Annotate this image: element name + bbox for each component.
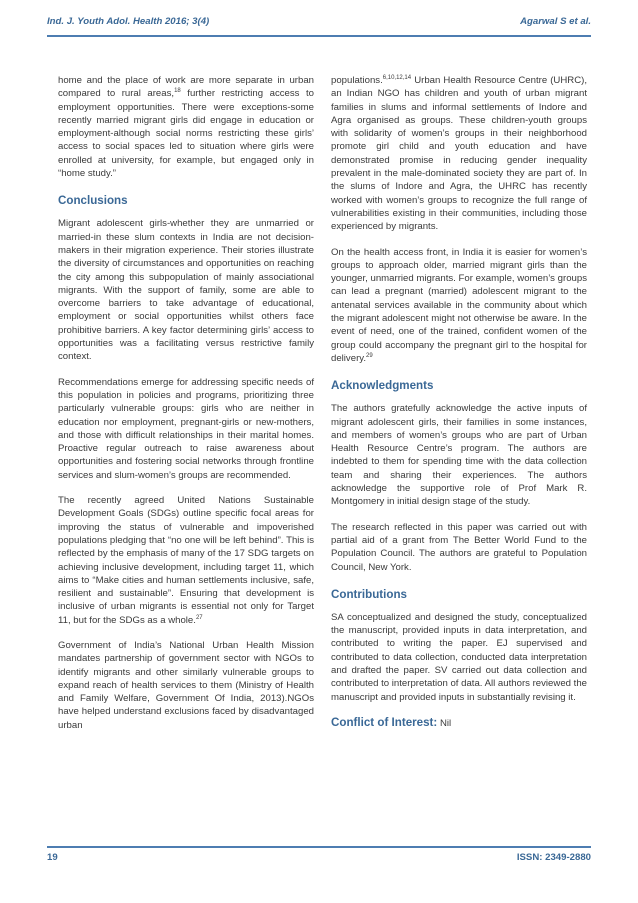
- page-number: 19: [47, 852, 58, 863]
- text-run: On the health access front, in India it is easier for women’s groups to approach older, married migrant girls than the younger, unmarried migrants. For example, women’s groups can lead a pregnant (married) adolescent migrant to the antenatal services available in the community about which the migrant adolescent might not otherwise be aware. In the event of need, one of the trained, confident women of the group could accompany the pregnant girl to the hospital for delivery.: [331, 246, 587, 364]
- conclusions-heading: Conclusions: [58, 194, 128, 208]
- right-paragraph-1: [331, 74, 587, 234]
- coi-value: Nil: [437, 717, 452, 729]
- citation-ref: 29: [366, 352, 373, 359]
- text-run: The recently agreed United Nations Sustainable Development Goals (SDGs) outline specific focal areas for improving the status of vulnerable and impoverished populations pledging that “no one will be left behind”. This is reflected by the emphasis of many of the 17 SDG targets on achieving inclusive development, including target 11, which aims to “Make cities and human settlements inclusive, safe, resilient and sustainable”. Ensuring that development is inclusive of urban migrants is essential not only for Target 11, but for the SDGs as a whole.: [58, 495, 314, 626]
- coi-label: Conflict of Interest:: [331, 715, 438, 729]
- acknowledgments-heading: Acknowledgments: [331, 379, 434, 393]
- text-run: home and the place of work are more separate in urban compared to rural areas,: [58, 75, 314, 100]
- right-paragraph-3: The authors gratefully acknowledge the active inputs of migrant adolescent girls, their families in some instances, and members of women’s groups who are part of Urban Health Resource Centre’s program. The authors are indebted to them for spending time with the data collection team and sharing their experiences. The authors acknowledge the supportive role of Prof Mark R. Montgomery in initial design stage of the study.: [331, 403, 587, 508]
- text-run: further restricting access to employment opportunities. There were exceptions-some recently married migrant girls did engage in education or employment-although social norms restricting these girls’ access to social spaces led to situation where girls were enrolled at university, for example, but engaged only in “home study.”: [58, 88, 315, 180]
- text-run: Urban Health Resource Centre (UHRC), an Indian NGO has children and youth of urban migrant families in slums and informal settlements of Indore and Agra organised as groups. These children-youth groups with solidarity of women’s groups in their neighborhood promote girl child and youth education and have demonstrated promise in reducing gender inequality prevalent in the male-dominated society they are part of. In the slums of Indore and Agra, the UHRC has recently worked with women’s groups to recognize the full range of vulnerabilities existing in their communities, including those experienced by migrants.: [331, 75, 587, 233]
- contributions-heading: Contributions: [331, 587, 407, 601]
- left-column: [58, 74, 314, 732]
- citation-ref: 6,10,12,14: [382, 75, 412, 81]
- author-short: Agarwal S et al.: [520, 16, 591, 27]
- header-rule: [47, 35, 591, 37]
- left-paragraph-3: Recommendations emerge for addressing specific needs of this population in policies and programs, prioritizing three particularly vulnerable groups: girls who are neither in education nor employment, pregnant-girls or new-mothers, and those with difficult relationships in their marital homes. Proactive regular outreach to raise awareness about opportunities and fostering social networks through frontline services and slum-women’s groups are recommended.: [58, 376, 314, 481]
- right-paragraph-5: SA conceptualized and designed the study, conceptualized the manuscript, provided inputs in data interpretation, and contributed to writing the paper. EJ supervised and contributed to data collection, conducted data interpretation and drafted the paper. SV carried out data collection and contributed to interpretation of data. All authors reviewed the manuscript and provided inputs in substantially revising it.: [331, 611, 587, 703]
- left-paragraph-5: Government of India’s National Urban Health Mission mandates partnership of government sector with NGOs to identify migrants and other similarly vulnerable groups to expand reach of health services to them (Ministry of Health and Family Welfare, Government Of India, 2013).NGOs have helped understand exclusions faced by disadvantaged urban: [58, 639, 314, 731]
- conflict-of-interest: [331, 716, 587, 730]
- running-header: [47, 16, 591, 27]
- text-run: populations.: [331, 75, 383, 86]
- left-paragraph-2: Migrant adolescent girls-whether they are unmarried or married-in these slum contexts in India are not decision-makers in their migration experience. Their stories illustrate the diversity of circumstances and opportunities on reaching the city among this subpopulation of mainly associational migrants. With the support of family, some are able to overcome barriers to take advantage of educational, employment or social opportunities whilst others face prohibitive barriers. A key factor determining girls’ access to opportunities was a facilitating versus restrictive family context.: [58, 218, 314, 363]
- right-paragraph-2: [331, 246, 587, 366]
- footer-rule: [47, 846, 591, 848]
- issn: ISSN: 2349-2880: [516, 852, 591, 863]
- journal-citation: Ind. J. Youth Adol. Health 2016; 3(4): [47, 16, 210, 27]
- right-paragraph-4: The research reflected in this paper was carried out with partial aid of a grant from The Better World Fund to the Population Council. The authors are grateful to Population Council, New York.: [331, 521, 587, 573]
- citation-ref: 18: [174, 88, 181, 95]
- left-paragraph-4: [58, 494, 314, 627]
- right-column: [331, 74, 587, 730]
- running-footer: [47, 852, 591, 863]
- citation-ref: 27: [195, 614, 203, 621]
- left-paragraph-1: [58, 74, 314, 180]
